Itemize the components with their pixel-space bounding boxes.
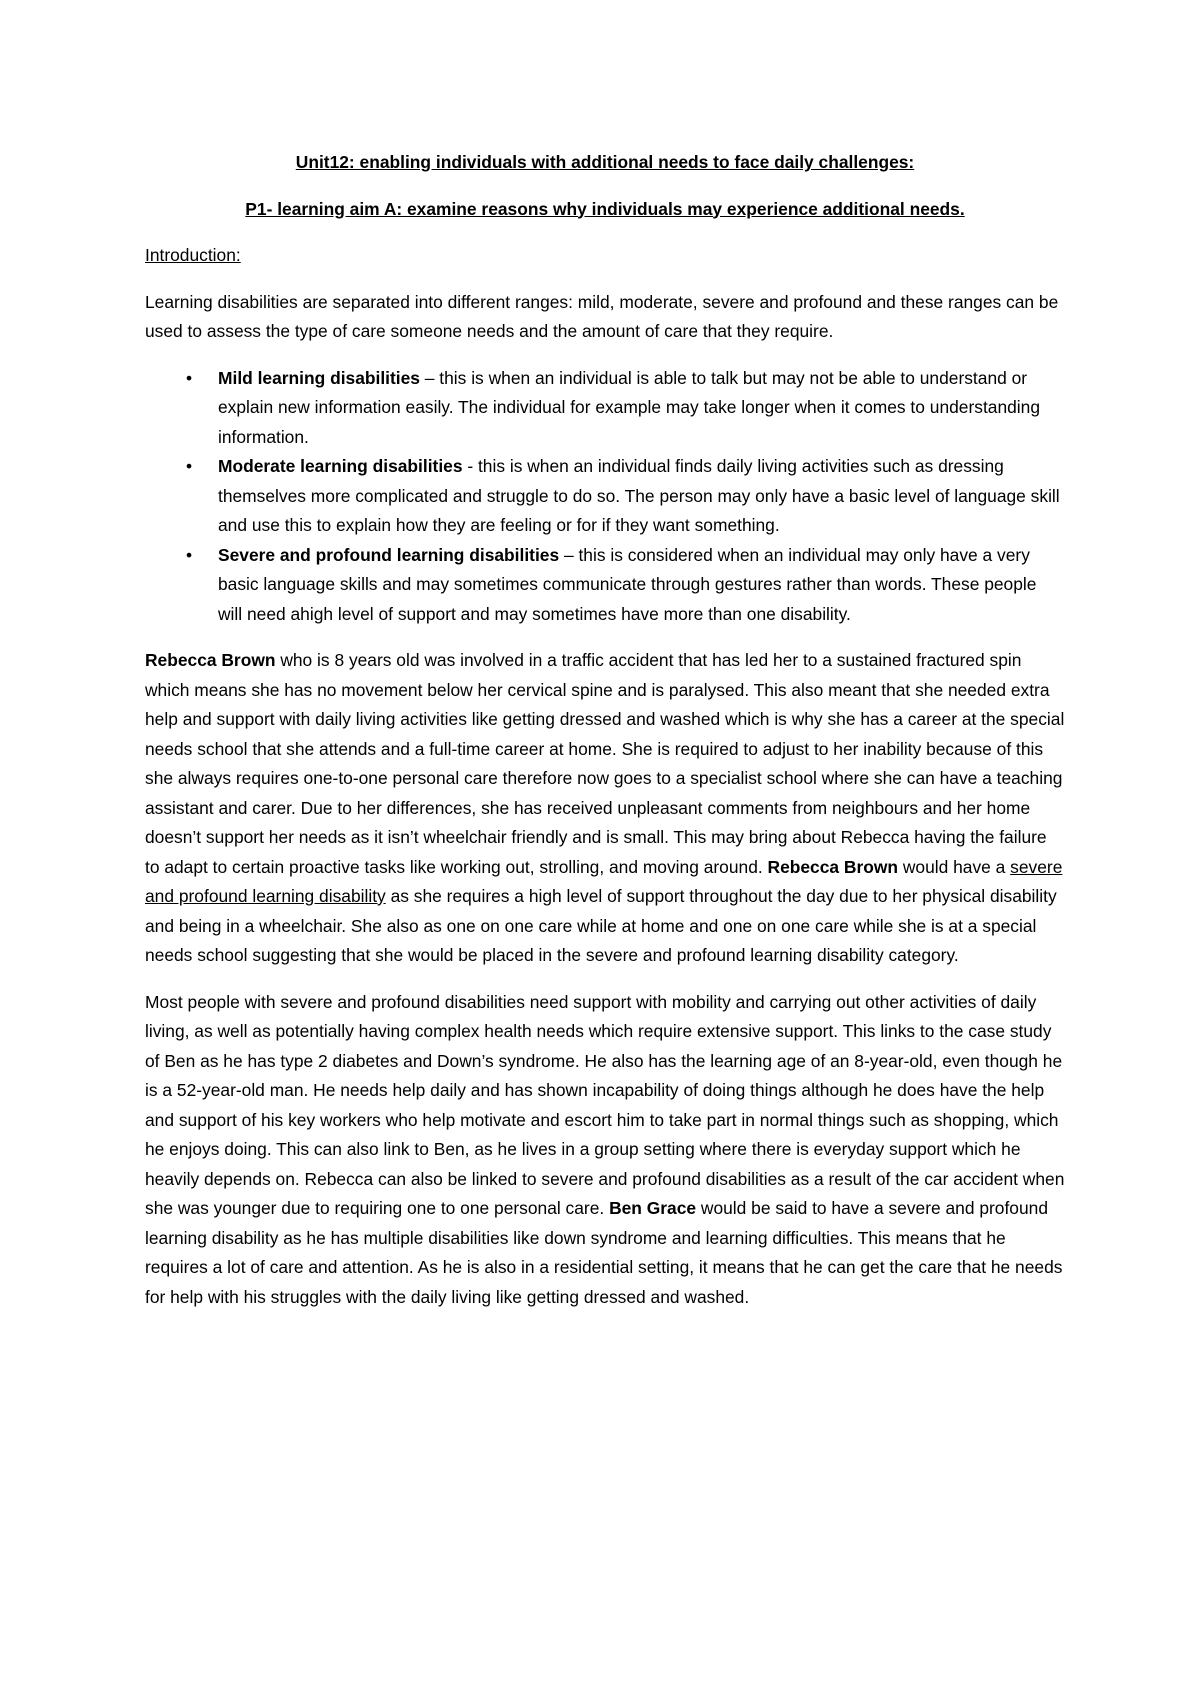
list-item-severe-profound — [145, 541, 1065, 630]
paragraph-text: Most people with severe and profound disabilities need support with mobility and carrying out other activities of daily living, as well as potentially having complex health needs which require extensive support. This links to the case study of Ben as he has type 2 diabetes and Down’s syndrome. He also has the learning age of an 8-year-old, even though he is a 52-year-old man. He needs help daily and has shown incapability of doing things although he does have the help and support of his key workers who help motivate and escort him to take part in normal things such as shopping, which he enjoys doing. This can also link to Ben, as he lives in a group setting where there is everyday support which he heavily depends on. Rebecca can also be linked to severe and profound disabilities as a result of the car accident when she was younger due to requiring one to one personal care. — [145, 991, 1065, 1218]
list-item-moderate — [145, 452, 1065, 541]
case-name: Rebecca Brown — [767, 856, 899, 877]
case-name: Ben Grace — [609, 1198, 697, 1218]
list-item-mild — [145, 364, 1065, 453]
bullet-icon: • — [185, 367, 193, 388]
document-subtitle: P1- learning aim A: examine reasons why individuals may experience additional needs. — [245, 198, 965, 219]
case-name: Rebecca Brown — [145, 650, 276, 670]
paragraph-text: would be said to have a severe and profound learning disability as he has multiple disabilities like down syndrome and learning difficulties. This means that he requires a lot of care and attention. As he is also in a residential setting, it means that he can get the care that he needs for help with his struggles with the daily living like getting dressed and washed. — [145, 1198, 1063, 1307]
list-item-text: – this is when an individual is able to talk but may not be able to understand or explain new information easily. The individual for example may take longer when it comes to understanding information. — [218, 367, 1040, 447]
document-title: Unit12: enabling individuals with additional needs to face daily challenges: — [295, 152, 915, 172]
introduction-heading: Introduction: — [145, 245, 241, 265]
disability-ranges-list — [145, 364, 1065, 630]
underlined-term: severe and profound learning disability — [145, 856, 1063, 906]
paragraph-text: would have a — [898, 856, 1011, 877]
introduction-paragraph: Learning disabilities are separated into different ranges: mild, moderate, severe and profound and these ranges can be used to assess the type of care someone needs and the amount of care that they require. — [145, 291, 1059, 341]
list-item-term: Moderate learning disabilities — [218, 456, 463, 476]
list-item-term: Severe and profound learning disabilities — [218, 544, 560, 565]
rebecca-case-paragraph — [145, 646, 1065, 971]
ben-case-paragraph — [145, 988, 1065, 1313]
bullet-icon: • — [185, 544, 193, 565]
list-item-text: - this is when an individual finds daily living activities such as dressing themselves more complicated and struggle to do so. The person may only have a basic level of language skill and use this to explain how they are feeling or for if they want something. — [218, 456, 1060, 535]
paragraph-text: as she requires a high level of support throughout the day due to her physical disability and being in a wheelchair. She also as one on one care while at home and one on one care while she is at a special needs school suggesting that she would be placed in the severe and profound learning disability category. — [145, 886, 1057, 965]
list-item-text: – this is considered when an individual may only have a very basic language skills and may sometimes communicate through gestures rather than words. These people will need ahigh level of support and may sometimes have more than one disability. — [218, 544, 1037, 624]
list-item-term: Mild learning disabilities — [218, 367, 420, 388]
document-body — [145, 148, 1065, 1329]
paragraph-text: who is 8 years old was involved in a traffic accident that has led her to a sustained fractured spin which means she has no movement below her cervical spine and is paralysed. This also meant that she needed extra help and support with daily living activities like getting dressed and washed which is why she has a career at the special needs school that she attends and a full-time career at home. She is required to adjust to her inability because of this she always requires one-to-one personal care therefore now goes to a specialist school where she can have a teaching assistant and carer. Due to her differences, she has received unpleasant comments from neighbours and her home doesn’t support her needs as it isn’t wheelchair friendly and is small. This may bring about Rebecca having the failure to adapt to certain proactive tasks like working out, strolling, and moving around. — [145, 650, 1065, 877]
bullet-icon: • — [185, 456, 193, 476]
